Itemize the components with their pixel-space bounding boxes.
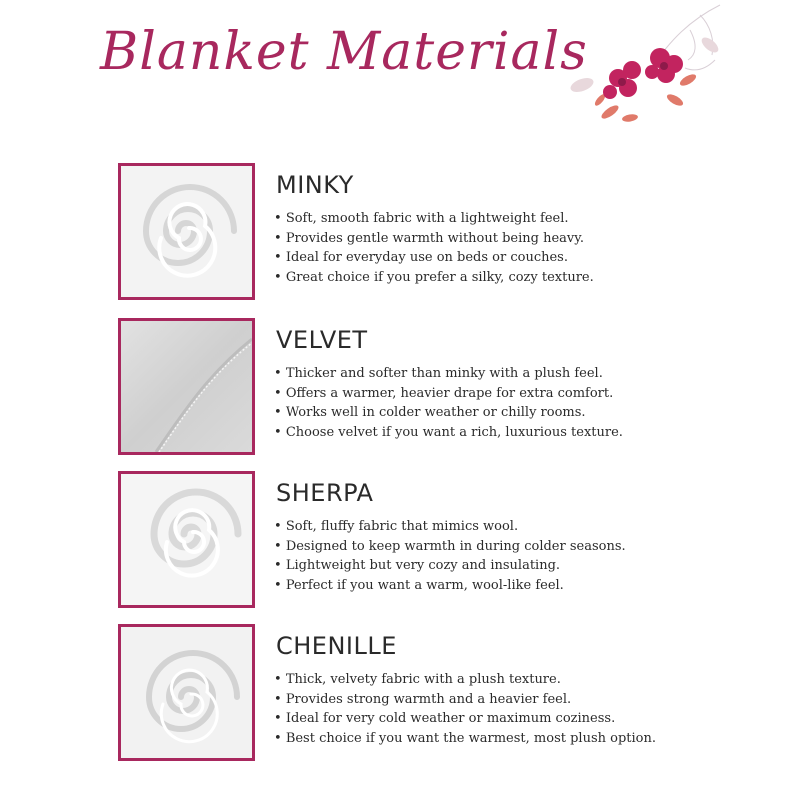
floral-decoration (570, 0, 730, 125)
fabric-velvet-icon (121, 321, 252, 452)
bullet-item: • Designed to keep warmth in during colder seasons. (274, 537, 626, 557)
bullet-item: • Provides gentle warmth without being heavy. (274, 229, 594, 249)
chenille-swatch-image (118, 624, 255, 761)
bullet-item: • Provides strong warmth and a heavier feel. (274, 690, 656, 710)
fabric-swirl-icon (121, 627, 252, 758)
bullet-item: • Perfect if you want a warm, wool-like feel. (274, 576, 626, 596)
material-velvet (118, 318, 678, 460)
bullet-item: • Soft, fluffy fabric that mimics wool. (274, 517, 626, 537)
bullet-item: • Thicker and softer than minky with a plush feel. (274, 364, 623, 384)
velvet-swatch-image (118, 318, 255, 455)
minky-swatch-image (118, 163, 255, 300)
material-name: CHENILLE (276, 632, 397, 660)
material-bullets (274, 517, 626, 595)
bullet-item: • Soft, smooth fabric with a lightweight feel. (274, 209, 594, 229)
bullet-item: • Great choice if you prefer a silky, cozy texture. (274, 268, 594, 288)
material-name: VELVET (276, 326, 368, 354)
bullet-item: • Lightweight but very cozy and insulating. (274, 556, 626, 576)
bullet-item: • Works well in colder weather or chilly rooms. (274, 403, 623, 423)
bullet-item: • Choose velvet if you want a rich, luxurious texture. (274, 423, 623, 443)
material-bullets (274, 209, 594, 287)
bullet-item: • Best choice if you want the warmest, most plush option. (274, 729, 656, 749)
material-bullets (274, 364, 623, 442)
material-minky (118, 163, 678, 305)
fabric-swirl-icon (121, 166, 252, 297)
material-chenille (118, 624, 678, 766)
bullet-item: • Ideal for very cold weather or maximum coziness. (274, 709, 656, 729)
bullet-item: • Ideal for everyday use on beds or couches. (274, 248, 594, 268)
material-bullets (274, 670, 656, 748)
bullet-item: • Offers a warmer, heavier drape for extra comfort. (274, 384, 623, 404)
sherpa-swatch-image (118, 471, 255, 608)
bullet-item: • Thick, velvety fabric with a plush texture. (274, 670, 656, 690)
material-name: SHERPA (276, 479, 374, 507)
material-sherpa (118, 471, 678, 613)
fabric-swirl-icon (121, 474, 252, 605)
material-name: MINKY (276, 171, 354, 199)
page-title: Blanket Materials (100, 22, 588, 82)
